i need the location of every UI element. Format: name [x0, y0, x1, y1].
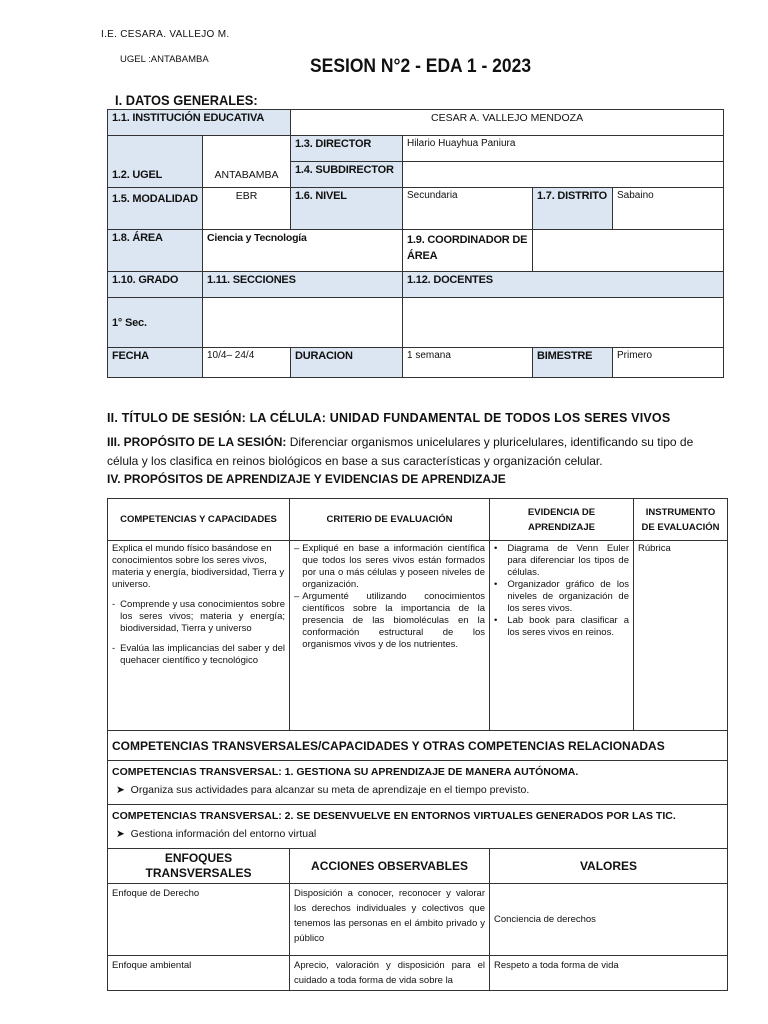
- evidencia-item: [494, 615, 629, 639]
- enfoque-acciones: Aprecio, valoración y disposición para el cuidado a toda forma de vida sobre la: [290, 956, 490, 991]
- instrumento-cell: Rúbrica: [634, 541, 728, 731]
- ugel-header: UGEL :ANTABAMBA: [120, 54, 209, 65]
- capacidad-item: - Evalúa las implicancias del saber y del quehacer científico y tecnológico: [112, 643, 285, 666]
- ct2-item-text: Gestiona información del entorno virtual: [130, 828, 317, 840]
- enfoque-acciones: Disposición a conocer, reconocer y valorar los derechos individuales y colectivos que tenemos las personas en el ámbito privado y público: [290, 884, 490, 956]
- evidencia-text: Organizador gráfico de los niveles de organización de los seres vivos.: [507, 579, 629, 614]
- competencies-table: [107, 498, 728, 849]
- distrito-label: 1.7. DISTRITO: [533, 188, 613, 230]
- criterio-text: Argumenté utilizando conocimientos científicos sobre la importancia de la presencia de las biomoléculas en la conformación estructural de los organismos vivos y de los nutrientes.: [302, 591, 485, 650]
- purpose-label: III. PROPÓSITO DE LA SESIÓN:: [107, 435, 287, 449]
- bullet-icon: •: [494, 543, 498, 554]
- duracion-label: DURACION: [291, 348, 403, 378]
- evidencia-text: Lab book para clasificar a los seres vivos en reinos.: [507, 615, 629, 638]
- nivel-label: 1.6. NIVEL: [291, 188, 403, 230]
- ct2-cell: [108, 805, 728, 849]
- secciones-label: 1.11. SECCIONES: [203, 272, 403, 298]
- enfoque-valor: Respeto a toda forma de vida: [490, 956, 728, 991]
- enfoque-valor: Conciencia de derechos: [490, 884, 728, 956]
- session-purpose: [107, 433, 727, 471]
- area-value: Ciencia y Tecnología: [203, 230, 403, 272]
- col-evidencia: EVIDENCIA DE APRENDIZAJE: [490, 499, 634, 541]
- grado-value: 1° Sec.: [108, 298, 203, 348]
- section-1-heading: I. DATOS GENERALES:: [115, 92, 258, 108]
- bullet-icon: •: [494, 579, 498, 590]
- col-enfoques: ENFOQUES TRANSVERSALES: [108, 849, 290, 884]
- ct1-item-text: Organiza sus actividades para alcanzar su meta de aprendizaje en el tiempo previsto.: [130, 784, 530, 796]
- ct1-title: COMPETENCIAS TRANSVERSAL: 1. GESTIONA SU APRENDIZAJE DE MANERA AUTÓNOMA.: [112, 766, 579, 778]
- criterio-text: Expliqué en base a información científica que todos los seres vivos están formados por una o más células y poseen niveles de organización.: [302, 543, 485, 590]
- evidencia-item: [494, 579, 629, 615]
- institucion-value: CESAR A. VALLEJO MENDOZA: [291, 110, 724, 136]
- arrow-icon: ➤: [116, 784, 125, 796]
- duracion-value: 1 semana: [403, 348, 533, 378]
- capacidad-text: Comprende y usa conocimientos sobre los seres vivos; materia y energía; biodiversidad, Tierra y universo: [120, 599, 285, 634]
- enfoque-name: Enfoque de Derecho: [108, 884, 290, 956]
- director-value: Hilario Huayhua Paniura: [403, 136, 724, 162]
- director-label: 1.3. DIRECTOR: [291, 136, 403, 162]
- purpose-text: Diferenciar organismos unicelulares y pluricelulares, identificando su tipo de célula y los clasifica en reinos biológicos en base a sus características y organización celular.: [107, 435, 694, 468]
- criterios-cell: [290, 541, 490, 731]
- capacidad-text: Evalúa las implicancias del saber y del quehacer científico y tecnológico: [120, 643, 285, 666]
- ugel-label: 1.2. UGEL: [108, 136, 203, 188]
- grado-label: 1.10. GRADO: [108, 272, 203, 298]
- evidencia-item: [494, 543, 629, 579]
- subdirector-value: [403, 162, 724, 188]
- document-title: SESION N°2 - EDA 1 - 2023: [310, 56, 532, 77]
- competencia-main: Explica el mundo físico basándose en conocimientos sobre los seres vivos, materia y energía, biodiversidad, Tierra y universo.: [112, 543, 285, 590]
- col-instrumento: INSTRUMENTO DE EVALUACIÓN: [634, 499, 728, 541]
- docentes-label: 1.12. DOCENTES: [403, 272, 724, 298]
- col-acciones: ACCIONES OBSERVABLES: [290, 849, 490, 884]
- bullet-icon: •: [494, 615, 498, 626]
- enfoques-table: [107, 848, 728, 991]
- ct1-item: [112, 784, 723, 796]
- distrito-value: Sabaino: [613, 188, 724, 230]
- ct2-item: [112, 828, 723, 840]
- subdirector-label: 1.4. SUBDIRECTOR: [291, 162, 403, 188]
- section-4-heading: IV. PROPÓSITOS DE APRENDIZAJE Y EVIDENCIAS DE APRENDIZAJE: [107, 472, 506, 486]
- bimestre-label: BIMESTRE: [533, 348, 613, 378]
- fecha-value: 10/4– 24/4: [203, 348, 291, 378]
- institucion-label: 1.1. INSTITUCIÓN EDUCATIVA: [108, 110, 291, 136]
- ct1-cell: [108, 761, 728, 805]
- criterio-item: – Argumenté utilizando conocimientos científicos sobre la importancia de la presencia de las biomoléculas en la conformación estructural de los organismos vivos y de los nutrientes.: [294, 591, 485, 650]
- school-name: I.E. CESARA. VALLEJO M.: [101, 29, 230, 40]
- session-title: II. TÍTULO DE SESIÓN: LA CÉLULA: UNIDAD FUNDAMENTAL DE TODOS LOS SERES VIVOS: [107, 411, 671, 425]
- arrow-icon: ➤: [116, 828, 125, 840]
- coordinador-label: 1.9. COORDINADOR DE ÁREA: [403, 230, 533, 272]
- col-criterio: CRITERIO DE EVALUACIÓN: [290, 499, 490, 541]
- fecha-label: FECHA: [108, 348, 203, 378]
- bimestre-value: Primero: [613, 348, 724, 378]
- general-data-table: [107, 109, 724, 378]
- nivel-value: Secundaria: [403, 188, 533, 230]
- transversales-title: COMPETENCIAS TRANSVERSALES/CAPACIDADES Y OTRAS COMPETENCIAS RELACIONADAS: [108, 731, 728, 761]
- col-competencias: COMPETENCIAS Y CAPACIDADES: [108, 499, 290, 541]
- area-label: 1.8. ÁREA: [108, 230, 203, 272]
- modalidad-label: 1.5. MODALIDAD: [108, 188, 203, 230]
- criterio-item: – Expliqué en base a información científica que todos los seres vivos están formados por una o más células y poseen niveles de organización.: [294, 543, 485, 590]
- evidencias-cell: [490, 541, 634, 731]
- evidencia-text: Diagrama de Venn Euler para diferenciar los tipos de células.: [507, 543, 629, 578]
- modalidad-value: EBR: [203, 188, 291, 230]
- capacidad-item: - Comprende y usa conocimientos sobre los seres vivos; materia y energía; biodiversidad, Tierra y universo: [112, 599, 285, 634]
- ugel-value: ANTABAMBA: [203, 136, 291, 188]
- coordinador-value: [533, 230, 724, 272]
- enfoque-name: Enfoque ambiental: [108, 956, 290, 991]
- ct2-title: COMPETENCIAS TRANSVERSAL: 2. SE DESENVUELVE EN ENTORNOS VIRTUALES GENERADOS POR LAS TIC.: [112, 810, 676, 822]
- competencias-cell: [108, 541, 290, 731]
- col-valores: VALORES: [490, 849, 728, 884]
